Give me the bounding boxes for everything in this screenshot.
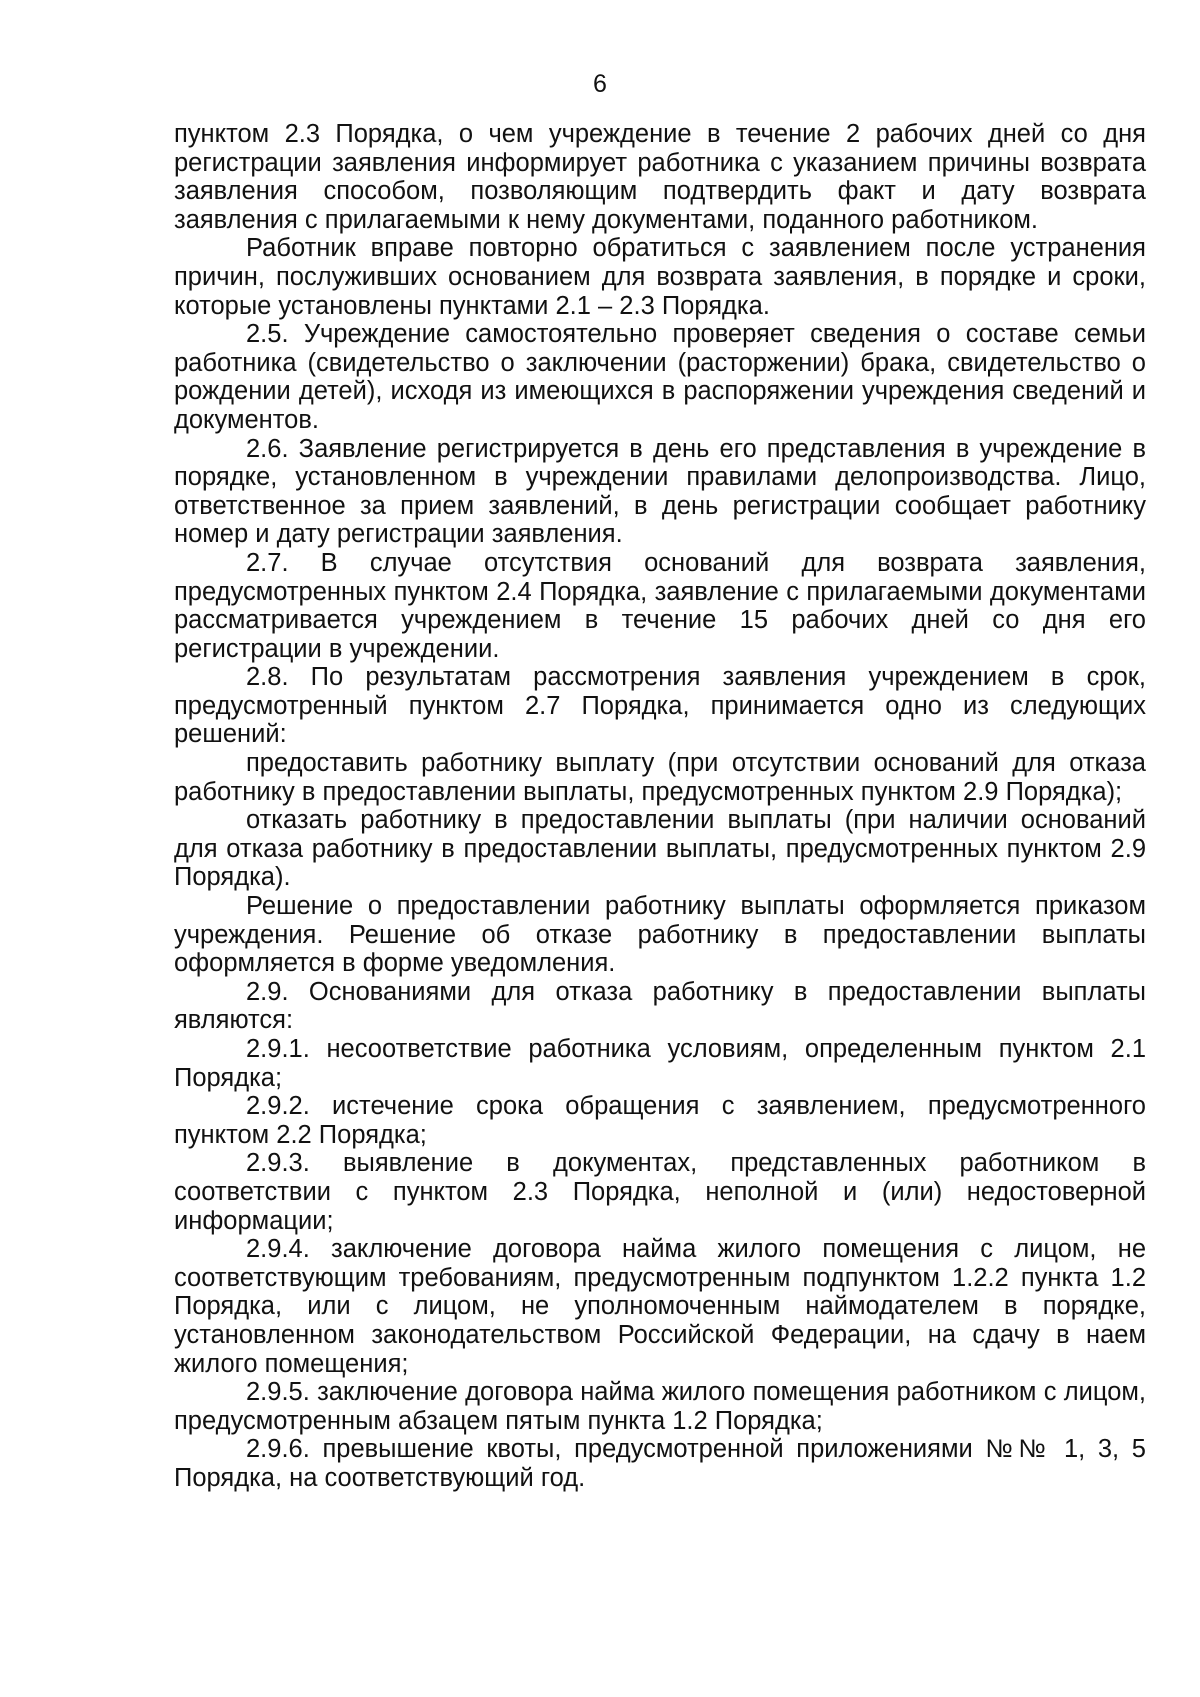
paragraph: отказать работнику в предоставлении выплаты (при наличии оснований для отказа работнику в предоставлении выплаты, предусмотренных пунктом 2.9 Порядка). [174, 806, 1146, 892]
paragraph: Решение о предоставлении работнику выплаты оформляется приказом учреждения. Решение об отказе работнику в предоставлении выплаты оформляется в форме уведомления. [174, 892, 1146, 978]
paragraph: 2.9.3. выявление в документах, представленных работником в соответствии с пунктом 2.3 Порядка, неполной и (или) недостоверной информации; [174, 1149, 1146, 1235]
paragraph: 2.5. Учреждение самостоятельно проверяет сведения о составе семьи работника (свидетельство о заключении (расторжении) брака, свидетельство о рождении детей), исходя из имеющихся в распоряжении учреждения сведений и документов. [174, 320, 1146, 434]
paragraph: 2.9. Основаниями для отказа работнику в предоставлении выплаты являются: [174, 977, 1146, 1035]
paragraph: 2.9.5. заключение договора найма жилого помещения работником с лицом, предусмотренным абзацем пятым пункта 1.2 Порядка; [174, 1378, 1146, 1435]
page-number: 6 [593, 70, 607, 98]
paragraph: Работник вправе повторно обратиться с заявлением после устранения причин, послуживших основанием для возврата заявления, в порядке и сроки, которые установлены пунктами 2.1 – 2.3 Порядка. [174, 234, 1146, 320]
document-body [174, 120, 1146, 1493]
paragraph: предоставить работнику выплату (при отсутствии оснований для отказа работнику в предоставлении выплаты, предусмотренных пунктом 2.9 Порядка); [174, 749, 1146, 806]
paragraph: 2.9.6. превышение квоты, предусмотренной приложениями №№ 1, 3, 5 Порядка, на соответствующий год. [174, 1435, 1146, 1492]
paragraph: 2.6. Заявление регистрируется в день его представления в учреждение в порядке, установленном в учреждении правилами делопроизводства. Лицо, ответственное за прием заявлений, в день регистрации сообщает работнику номер и дату регистрации заявления. [174, 434, 1146, 549]
paragraph: 2.9.1. несоответствие работника условиям, определенным пунктом 2.1 Порядка; [174, 1035, 1146, 1092]
paragraph: 2.7. В случае отсутствия оснований для возврата заявления, предусмотренных пунктом 2.4 Порядка, заявление с прилагаемыми документами рассматривается учреждением в течение 15 рабочих дней со дня его регистрации в учреждении. [174, 548, 1146, 663]
paragraph: 2.9.2. истечение срока обращения с заявлением, предусмотренного пунктом 2.2 Порядка; [174, 1092, 1146, 1149]
paragraph: 2.9.4. заключение договора найма жилого помещения с лицом, не соответствующим требованиям, предусмотренным подпунктом 1.2.2 пункта 1.2 Порядка, или с лицом, не уполномоченным наймодателем в порядке, установленном законодательством Российской Федерации, на сдачу в наем жилого помещения; [174, 1235, 1146, 1378]
paragraph: 2.8. По результатам рассмотрения заявления учреждением в срок, предусмотренный пунктом 2.7 Порядка, принимается одно из следующих решений: [174, 663, 1146, 749]
paragraph: пунктом 2.3 Порядка, о чем учреждение в течение 2 рабочих дней со дня регистрации заявления информирует работника с указанием причины возврата заявления способом, позволяющим подтвердить факт и дату возврата заявления с прилагаемыми к нему документами, поданного работником. [174, 120, 1146, 234]
